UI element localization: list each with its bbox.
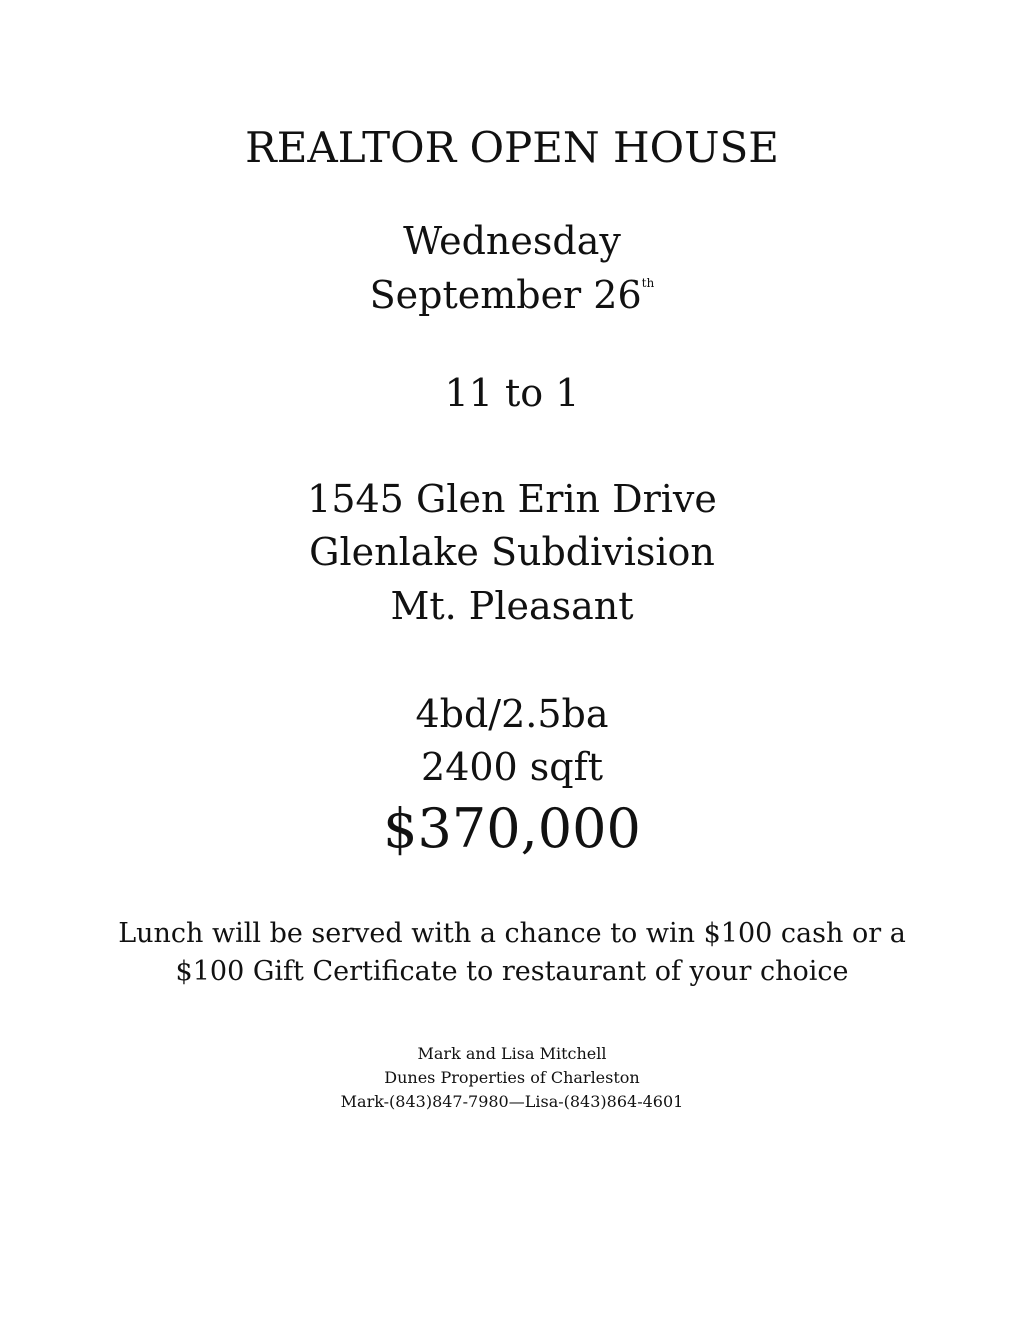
event-date: [0, 273, 1024, 317]
event-date-text: September 26: [369, 273, 642, 317]
promo-line-1: Lunch will be served with a chance to win $100 cash or a: [118, 918, 906, 949]
address-city: Mt. Pleasant: [390, 584, 634, 628]
event-day: Wednesday: [403, 219, 621, 263]
bed-bath: 4bd/2.5ba: [415, 692, 609, 736]
promo-line-2: $100 Gift Certificate to restaurant of your choice: [175, 956, 849, 987]
contact-company: Dunes Properties of Charleston: [384, 1068, 640, 1087]
square-footage: 2400 sqft: [421, 745, 603, 789]
headline: REALTOR OPEN HOUSE: [245, 123, 779, 172]
event-date-suffix: th: [641, 276, 655, 291]
price: $370,000: [383, 797, 641, 860]
contact-phones: Mark-(843)847-7980—Lisa-(843)864-4601: [340, 1092, 684, 1111]
event-time: 11 to 1: [444, 371, 580, 415]
address-subdivision: Glenlake Subdivision: [309, 530, 715, 574]
contact-names: Mark and Lisa Mitchell: [417, 1044, 607, 1063]
address-street: 1545 Glen Erin Drive: [307, 477, 717, 521]
